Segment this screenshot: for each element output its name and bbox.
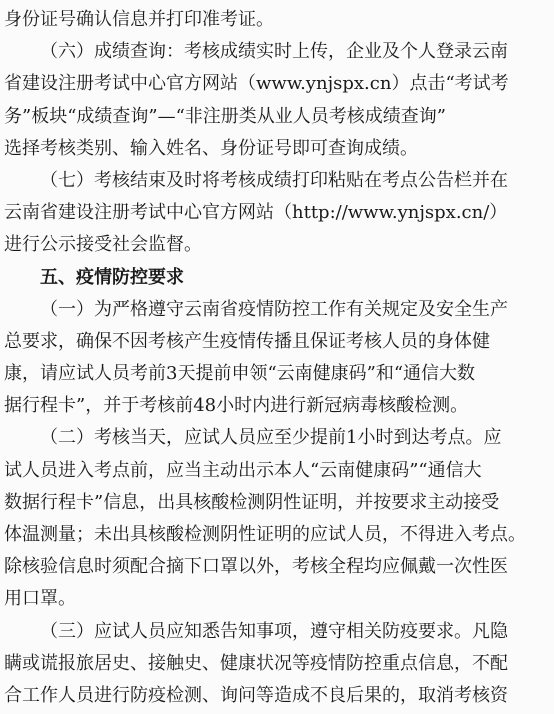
text-line: 总要求，确保不因考核产生疫情传播且保证考核人员的身体健 (4, 330, 490, 352)
text-line: 务”板块“成绩查询”—“非注册类从业人员考核成绩查询” (4, 105, 447, 127)
text-line: 用口罩。 (4, 588, 76, 610)
section-heading: 五、疫情防控要求 (40, 266, 184, 288)
text-line: 进行公示接受社会监督。 (4, 234, 202, 256)
text-line: 试人员进入考点前，应当主动出示本人“云南健康码”“通信大 (4, 459, 482, 481)
text-line: 云南省建设注册考试中心官方网站（http://www.ynjspx.cn/） (4, 202, 508, 224)
text-line: （六）成绩查询：考核成绩实时上传，企业及个人登录云南 (40, 41, 508, 63)
text-line: 据行程卡”，并于考核前48小时内进行新冠病毒核酸检测。 (4, 395, 469, 417)
text-line: 数据行程卡”信息，出具核酸检测阴性证明，并按要求主动接受 (4, 491, 500, 513)
text-line: （七）考核结束及时将考核成绩打印粘贴在考点公告栏并在 (40, 169, 508, 191)
text-line: 体温测量；未出具核酸检测阴性证明的应试人员，不得进入考点。 (4, 523, 526, 545)
text-line: 选择考核类别、输入姓名、身份证号即可查询成绩。 (4, 137, 418, 159)
text-line: 瞒或谎报旅居史、接触史、健康状况等疫情防控重点信息，不配 (4, 652, 508, 674)
text-line: 省建设注册考试中心官方网站（www.ynjspx.cn）点击“考试考 (4, 73, 509, 95)
text-line: （三）应试人员应知悉告知事项，遵守相关防疫要求。凡隐 (40, 620, 508, 642)
text-line: 康，请应试人员考前3天提前申领“云南健康码”和“通信大数 (4, 363, 476, 384)
text-line: （二）考核当天，应试人员应至少提前1小时到达考点。应 (40, 427, 502, 449)
text-line: 身份证号确认信息并打印准考证。 (4, 9, 274, 30)
text-line: 除核验信息时须配合摘下口罩以外，考核全程均应佩戴一次性医 (4, 556, 508, 578)
text-line: 合工作人员进行防疫检测、询问等造成不良后果的，取消考核资 (4, 684, 508, 706)
text-line: （一）为严格遵守云南省疫情防控工作有关规定及安全生产 (40, 298, 508, 320)
